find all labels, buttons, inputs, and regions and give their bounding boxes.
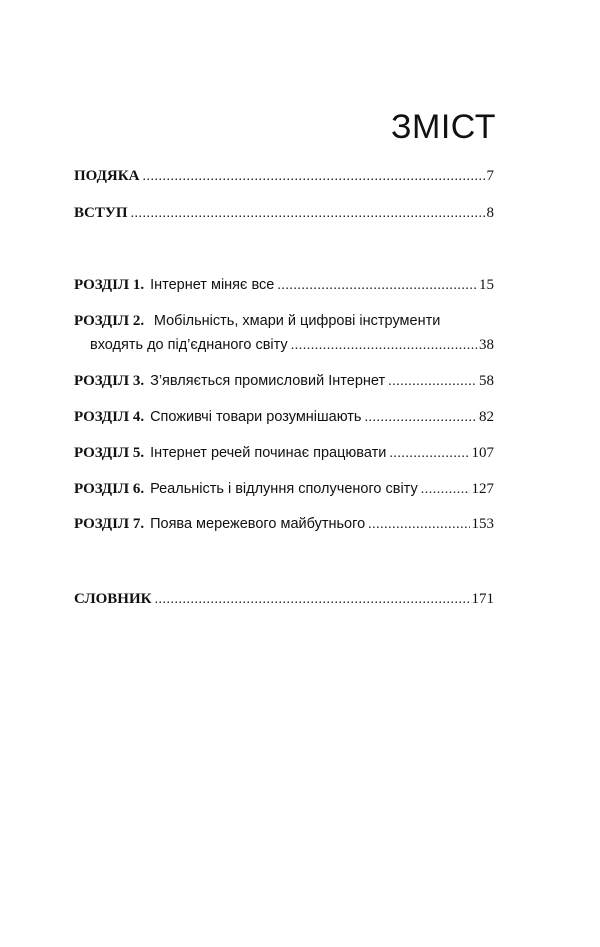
toc-leader-dots — [421, 481, 470, 499]
toc-leader-dots — [142, 168, 484, 186]
toc-entry-chapter-5[interactable] — [74, 444, 494, 463]
toc-entry-label: ПОДЯКА — [74, 168, 140, 184]
toc-entry-label: РОЗДІЛ 3. — [74, 373, 145, 389]
toc-entry-acknowledgements[interactable] — [74, 167, 494, 186]
toc-entry-chapter-1[interactable] — [74, 276, 494, 295]
toc-entry-introduction[interactable] — [74, 204, 494, 223]
toc-leader-dots — [155, 591, 470, 609]
toc-page-number: 153 — [471, 516, 494, 532]
toc-leader-dots — [277, 277, 477, 295]
toc-entry-title: Мобільність, хмари й цифрові інструменти — [153, 313, 441, 329]
toc-entry-chapter-7[interactable] — [74, 515, 494, 534]
toc-entry-title: Споживчі товари розумнішають — [150, 409, 362, 425]
toc-entry-label: ВСТУП — [74, 205, 128, 221]
page-title: ЗМІСТ — [391, 108, 496, 146]
toc-page-number: 58 — [479, 373, 494, 389]
toc-entry-title: З’являється промисловий Інтернет — [150, 373, 386, 389]
toc-entry-label: РОЗДІЛ 1. — [74, 277, 145, 293]
toc-entry-glossary[interactable] — [74, 590, 494, 609]
toc-entry-title: Інтернет речей починає працювати — [150, 445, 387, 461]
toc-entry-title: Поява мережевого майбутнього — [150, 516, 366, 532]
toc-page-number: 82 — [479, 409, 494, 425]
toc-entry-label: РОЗДІЛ 6. — [74, 481, 145, 497]
toc-entry-label: СЛОВНИК — [74, 591, 152, 607]
toc-entry-label: РОЗДІЛ 5. — [74, 445, 145, 461]
toc-page-number: 127 — [471, 481, 494, 497]
toc-entry-title: Реальність і відлуння сполученого світу — [150, 481, 418, 497]
toc-leader-dots — [131, 205, 485, 223]
toc-leader-dots — [368, 516, 469, 534]
toc-entry-title-continuation: входять до під’єднаного світу — [90, 337, 288, 353]
toc-entry-label: РОЗДІЛ 7. — [74, 516, 145, 532]
toc-leader-dots — [291, 337, 477, 355]
toc-page-number: 8 — [486, 205, 494, 221]
toc-leader-dots — [388, 373, 477, 391]
toc-page-number: 171 — [471, 591, 494, 607]
toc-leader-dots — [389, 445, 469, 463]
toc-entry-chapter-3[interactable] — [74, 372, 494, 391]
toc-entry-chapter-6[interactable] — [74, 480, 494, 499]
toc-entry-title: Інтернет міняє все — [150, 277, 275, 293]
toc-page-number: 107 — [471, 445, 494, 461]
toc-entry-chapter-4[interactable] — [74, 408, 494, 427]
toc-page-number: 7 — [486, 168, 494, 184]
toc-page-number: 38 — [479, 337, 494, 353]
toc-entry-label: РОЗДІЛ 2. — [74, 313, 145, 329]
toc-entry-label: РОЗДІЛ 4. — [74, 409, 145, 425]
toc-page-number: 15 — [479, 277, 494, 293]
toc-leader-dots — [364, 409, 477, 427]
